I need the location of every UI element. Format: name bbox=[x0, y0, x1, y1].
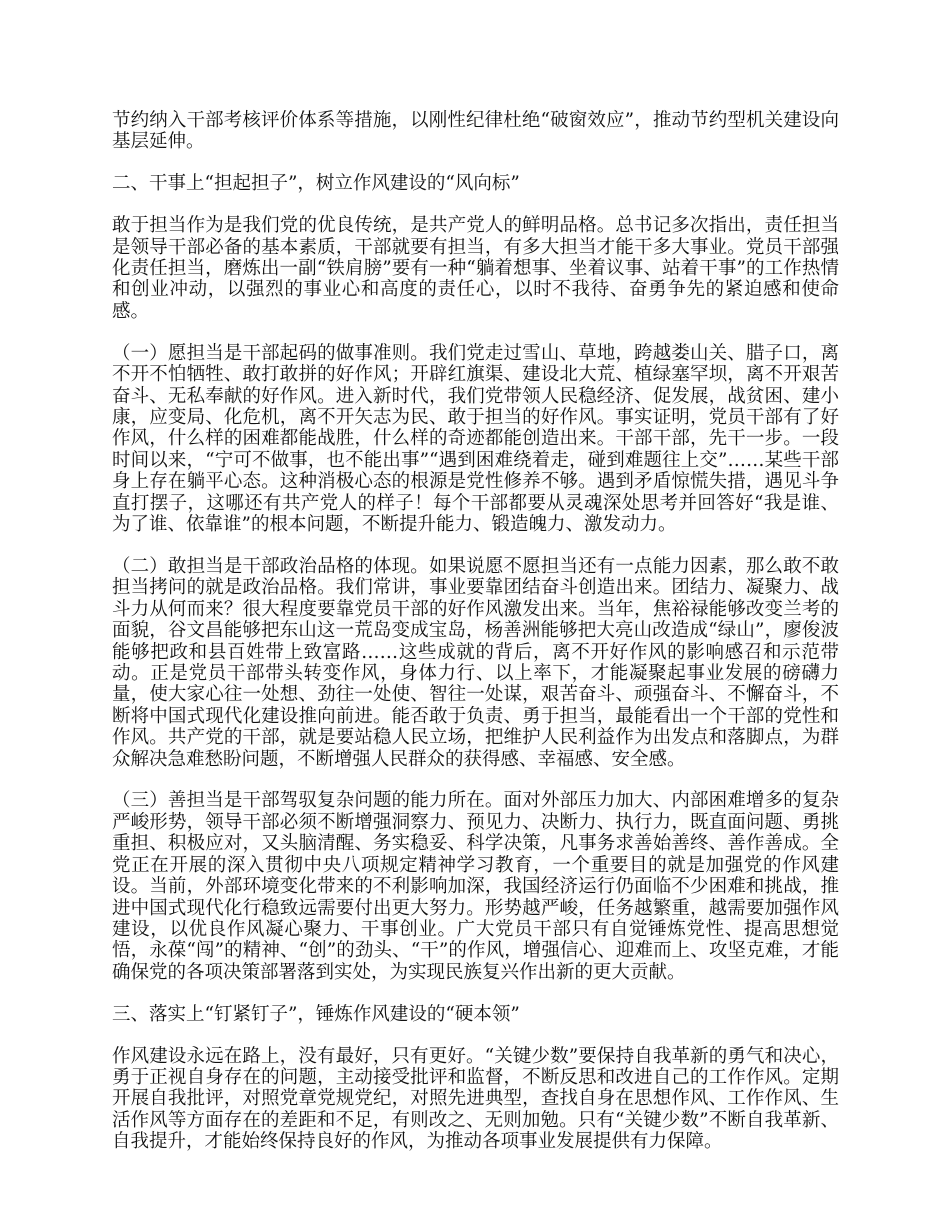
paragraph-intro-2: 敢于担当作为是我们党的优良传统，是共产党人的鲜明品格。总书记多次指出，责任担当是领导干部必备的基本素质，干部就要有担当，有多大担当才能干多大事业。党员干部强化责任担当，磨炼出一副“铁肩膀”要有一种“躺着想事、坐着议事、站着干事”的工作热情和创业冲动，以强烈的事业心和高度的责任心，以时不我待、奋勇争先的紧迫感和使命感。 bbox=[112, 215, 839, 322]
paragraph-intro-3: 作风建设永远在路上，没有最好，只有更好。“关键少数”要保持自我革新的勇气和决心，勇于正视自身存在的问题，主动接受批评和监督，不断反思和改进自己的工作作风。定期开展自我批评，对照党章党规党纪，对照先进典型，查找自身在思想作风、工作作风、生活作风等方面存在的差距和不足，有则改之、无则加勉。只有“关键少数”不断自我革新、自我提升，才能始终保持良好的作风，为推动各项事业发展提供有力保障。 bbox=[112, 1045, 839, 1153]
paragraph-2-1: （一）愿担当是干部起码的做事准则。我们党走过雪山、草地，跨越娄山关、腊子口，离不开不怕牺牲、敢打敢拼的好作风；开辟红旗渠、建设北大荒、植绿塞罕坝，离不开艰苦奋斗、无私奉献的好作风。进入新时代，我们党带领人民稳经济、促发展，战贫困、建小康，应变局、化危机，离不开矢志为民、敢于担当的好作风。事实证明，党员干部有了好作风，什么样的困难都能战胜，什么样的奇迹都能创造出来。干部干部，先干一步。一段时间以来，“宁可不做事，也不能出事”“遇到困难绕着走，碰到难题往上交”……某些干部身上存在躺平心态。这种消极心态的根源是党性修养不够。遇到矛盾惊慌失措，遇见斗争直打摆子，这哪还有共产党人的样子！每个干部都要从灵魂深处思考并回答好“我是谁、为了谁、依靠谁”的根本问题，不断提升能力、锻造魄力、激发动力。 bbox=[112, 342, 839, 535]
section-heading-2: 二、干事上“担起担子”，树立作风建设的“风向标” bbox=[112, 173, 520, 195]
paragraph-2-2: （二）敢担当是干部政治品格的体现。如果说愿不愿担当还有一点能力因素，那么敢不敢担当拷问的就是政治品格。我们常讲，事业要靠团结奋斗创造出来。团结力、凝聚力、战斗力从何而来？很大程度要靠党员干部的好作风激发出来。当年，焦裕禄能够改变兰考的面貌，谷文昌能够把东山这一荒岛变成宝岛，杨善洲能够把大亮山改造成“绿山”，廖俊波能够把政和县百姓带上致富路……这些成就的背后，离不开好作风的影响感召和示范带动。正是党员干部带头转变作风，身体力行、以上率下，才能凝聚起事业发展的磅礴力量，使大家心往一处想、劲往一处使、智往一处谋，艰苦奋斗、顽强奋斗、不懈奋斗，不断将中国式现代化建设推向前进。能否敢于负责、勇于担当，最能看出一个干部的党性和作风。共产党的干部，就是要站稳人民立场，把维护人民利益作为出发点和落脚点，为群众解决急难愁盼问题，不断增强人民群众的获得感、幸福感、安全感。 bbox=[112, 555, 839, 770]
document-page bbox=[112, 110, 839, 1173]
section-heading-3: 三、落实上“钉紧钉子”，锤炼作风建设的“硬本领” bbox=[112, 1003, 520, 1025]
paragraph-2-3: （三）善担当是干部驾驭复杂问题的能力所在。面对外部压力加大、内部困难增多的复杂严峻形势，领导干部必须不断增强洞察力、预见力、决断力、执行力，既直面问题、勇挑重担、积极应对，又头脑清醒、务实稳妥、科学决策，凡事务求善始善终、善作善成。全党正在开展的深入贯彻中央八项规定精神学习教育，一个重要目的就是加强党的作风建设。当前，外部环境变化带来的不利影响加深，我国经济运行仍面临不少困难和挑战，推进中国式现代化行稳致远需要付出更大努力。形势越严峻，任务越繁重，越需要加强作风建设，以优良作风凝心聚力、干事创业。广大党员干部只有自觉锤炼党性、提高思想觉悟，永葆“闯”的精神、“创”的劲头、“干”的作风，增强信心、迎难而上、攻坚克难，才能确保党的各项决策部署落到实处，为实现民族复兴作出新的更大贡献。 bbox=[112, 790, 839, 983]
paragraph-continuation: 节约纳入干部考核评价体系等措施，以刚性纪律杜绝“破窗效应”，推动节约型机关建设向基层延伸。 bbox=[112, 110, 839, 153]
